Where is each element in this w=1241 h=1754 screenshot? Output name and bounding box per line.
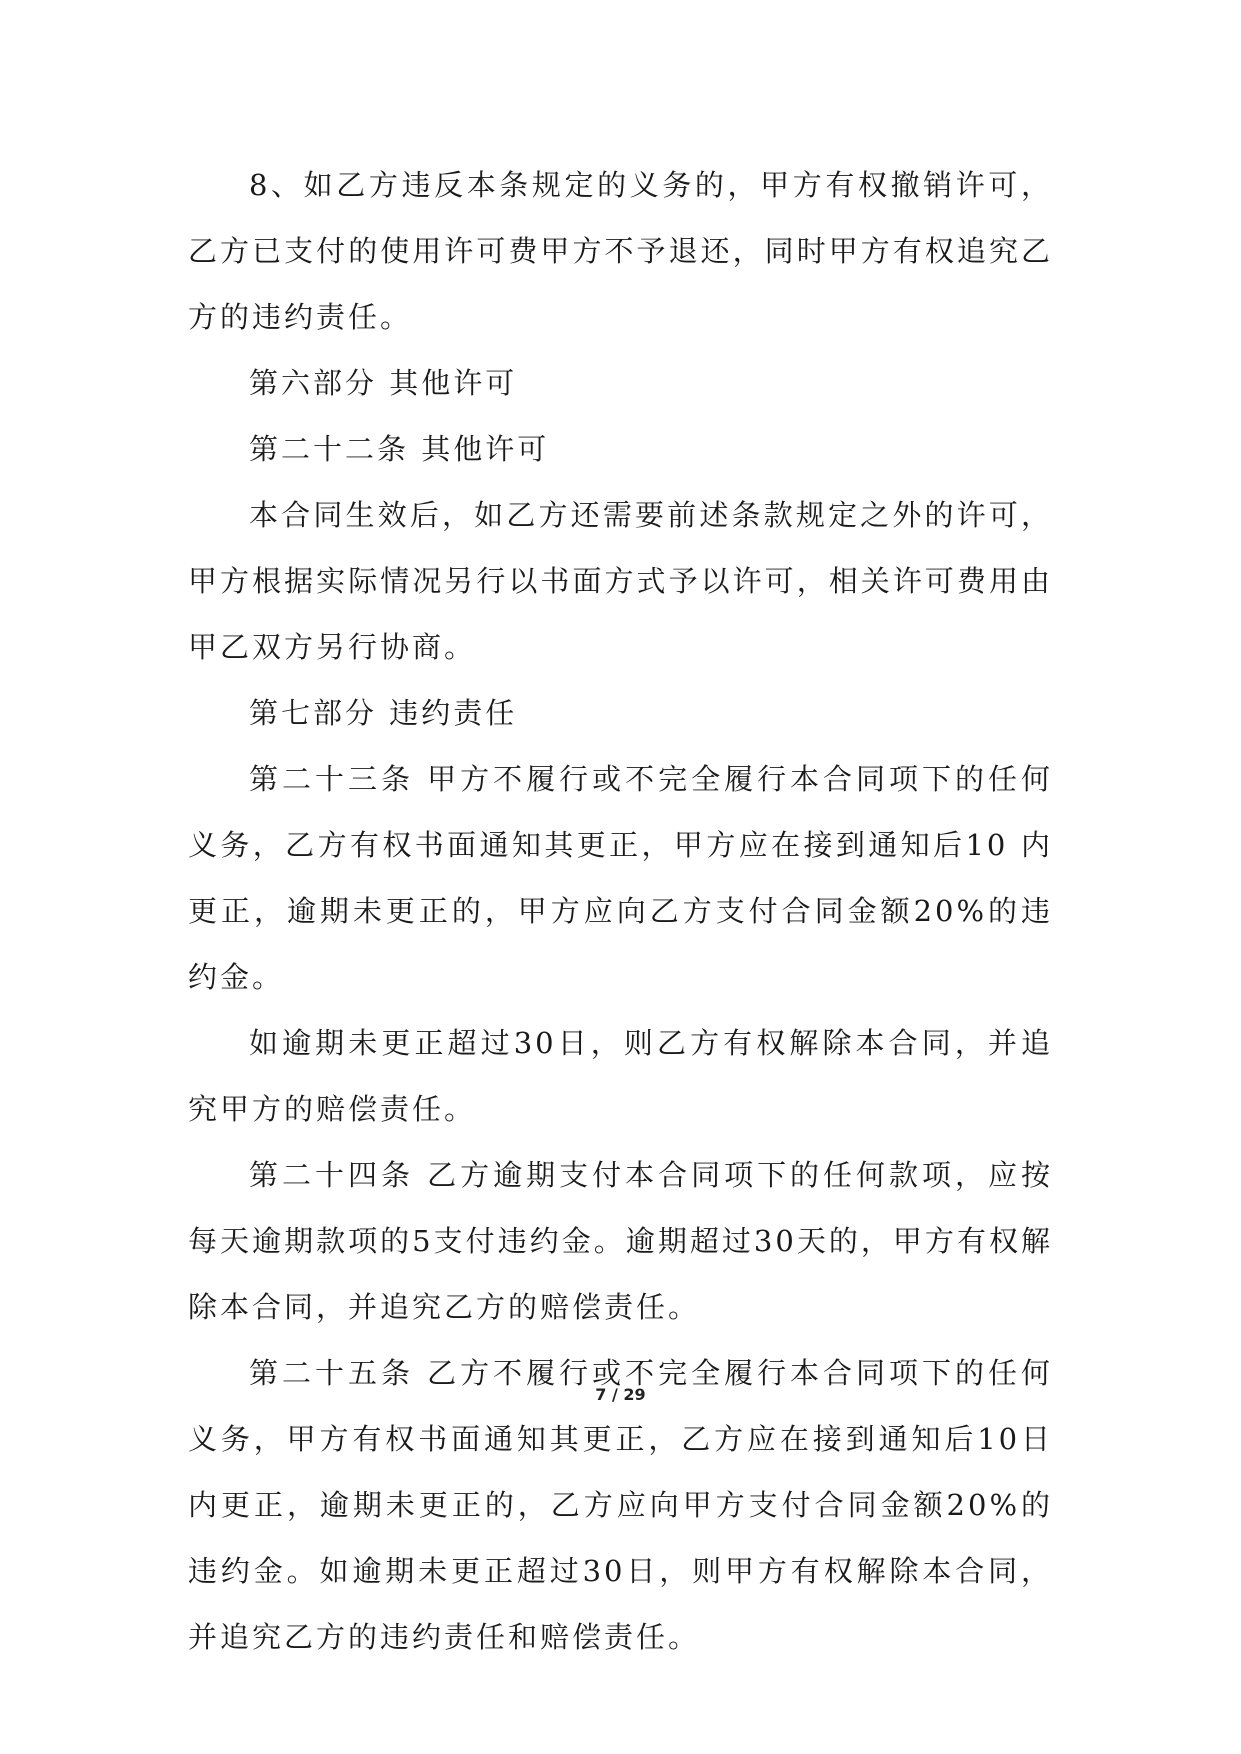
article-heading-22: 第二十二条 其他许可 [249, 432, 550, 466]
paragraph-article-25: 第二十五条 乙方不履行或不完全履行本合同项下的任何义务，甲方有权书面通知其更正，乙方应在接到通知后10日内更正，逾期未更正的，乙方应向甲方支付合同金额20%的违约金。如逾期未更正超过30日，则甲方有权解除本合同，并追究乙方的违约责任和赔偿责任。 [188, 1356, 1053, 1654]
page-number: 7 / 29 [595, 1385, 646, 1404]
document-body [188, 152, 1053, 1670]
paragraph-clause-8: 8、如乙方违反本条规定的义务的，甲方有权撤销许可，乙方已支付的使用许可费甲方不予退还，同时甲方有权追究乙方的违约责任。 [188, 168, 1053, 334]
paragraph-article-22: 本合同生效后，如乙方还需要前述条款规定之外的许可，甲方根据实际情况另行以书面方式予以许可，相关许可费用由甲乙双方另行协商。 [188, 498, 1053, 664]
paragraph-article-23-cont: 如逾期未更正超过30日，则乙方有权解除本合同，并追究甲方的赔偿责任。 [188, 1026, 1053, 1126]
section-heading-part-7: 第七部分 违约责任 [249, 696, 518, 730]
paragraph-article-24: 第二十四条 乙方逾期支付本合同项下的任何款项，应按每天逾期款项的5支付违约金。逾期超过30天的，甲方有权解除本合同，并追究乙方的赔偿责任。 [188, 1158, 1053, 1324]
section-heading-part-6: 第六部分 其他许可 [249, 366, 518, 400]
paragraph-article-23: 第二十三条 甲方不履行或不完全履行本合同项下的任何义务，乙方有权书面通知其更正，甲方应在接到通知后10 内更正，逾期未更正的，甲方应向乙方支付合同金额20%的违约金。 [188, 762, 1053, 994]
